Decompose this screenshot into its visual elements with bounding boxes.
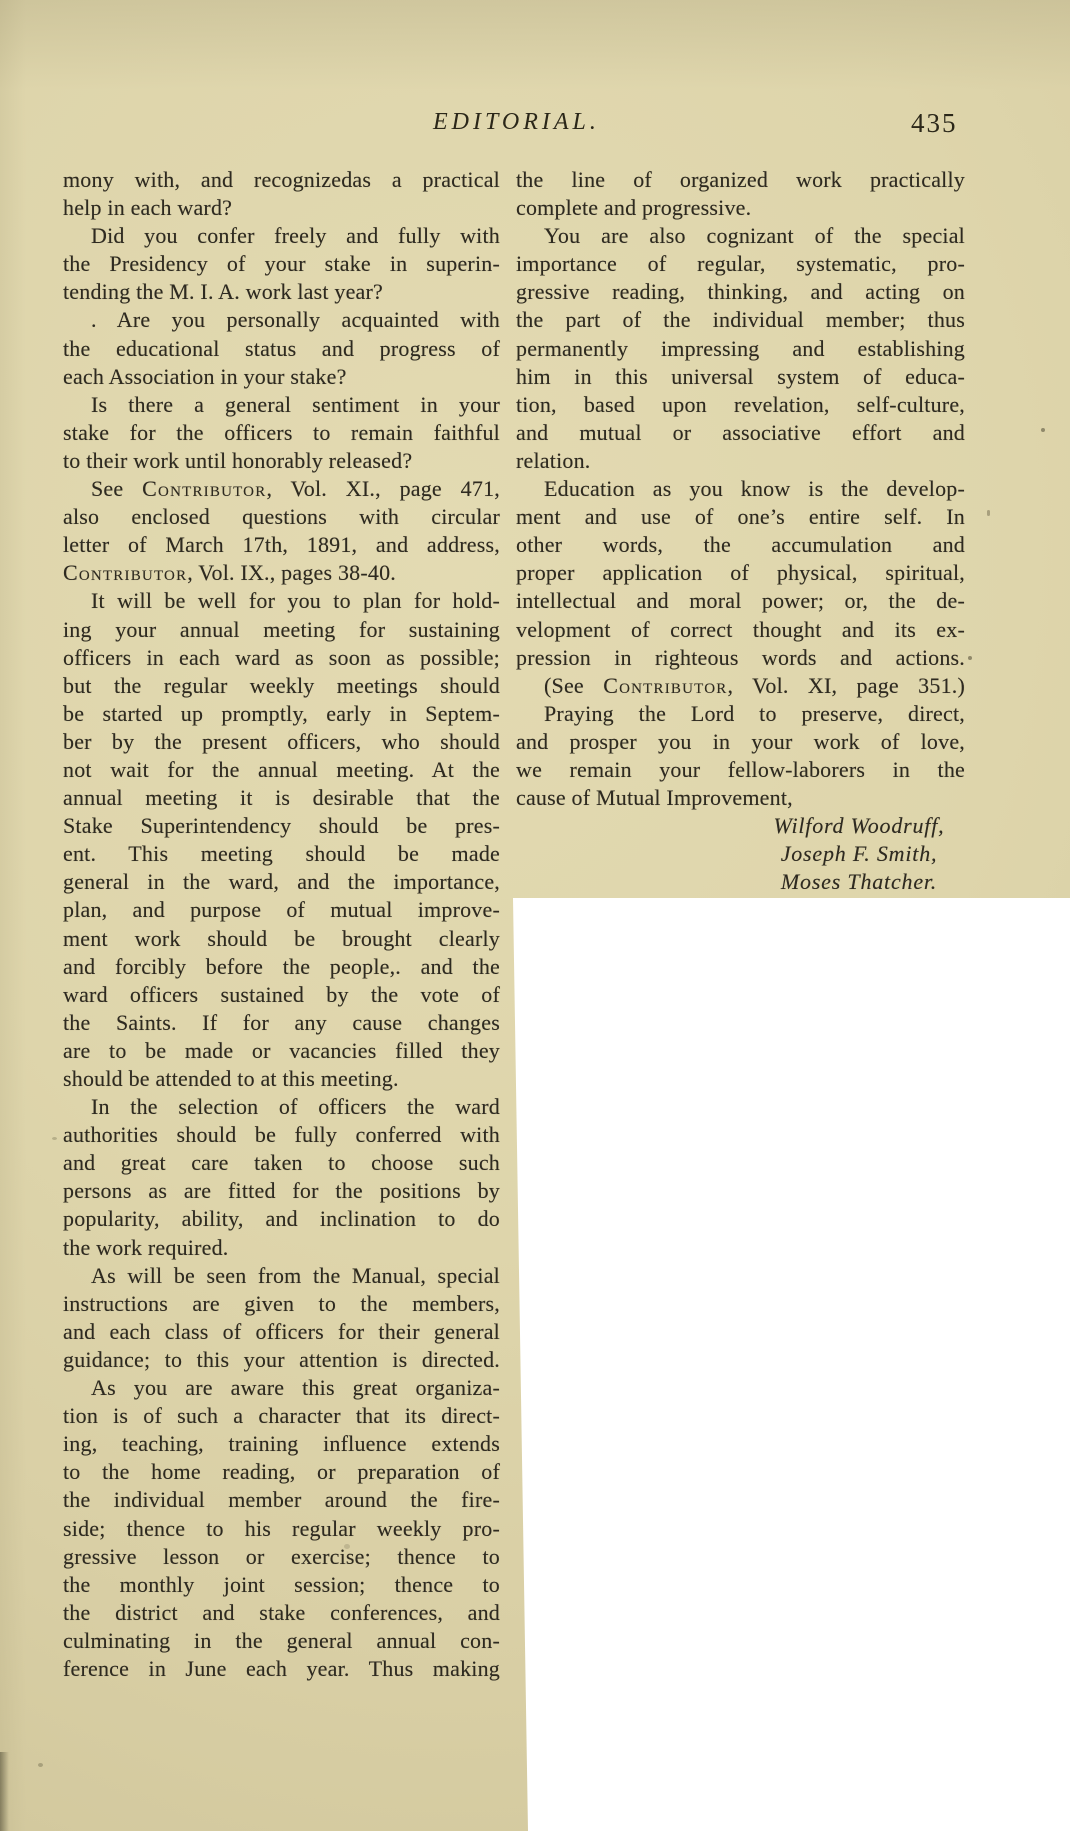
text-line: ing, teaching, training influence extends — [63, 1431, 500, 1457]
text-line: annual meeting it is desirable that the — [63, 785, 500, 811]
text-line: instructions are given to the members, — [63, 1290, 500, 1316]
left-column — [63, 166, 500, 1683]
scan-speck — [987, 510, 990, 516]
text-line: other words, the accumulation and — [516, 532, 965, 558]
text-line: velopment of correct thought and its ex- — [516, 616, 965, 642]
text-line: ber by the present officers, who should — [63, 728, 500, 754]
page-number: 435 — [911, 108, 958, 138]
scan-speck — [38, 1763, 43, 1767]
signature-line: Joseph F. Smith, — [780, 841, 938, 867]
text-line: the individual member around the fire- — [63, 1487, 500, 1513]
text-line: cause of Mutual Improvement, — [516, 785, 793, 811]
text-line: the part of the individual member; thus — [516, 307, 965, 333]
text-line: As you are aware this great organiza- — [91, 1375, 500, 1401]
text-line: guidance; to this your attention is directed. — [63, 1346, 500, 1372]
text-line: tending the M. I. A. work last year? — [63, 279, 384, 305]
text-line: tion is of such a character that its direct- — [63, 1403, 500, 1429]
signature-line: Moses Thatcher. — [780, 869, 938, 895]
text-line: the line of organized work practically — [516, 167, 965, 192]
text-line: and prosper you in your work of love, — [516, 728, 965, 754]
text-line: are to be made or vacancies filled they — [63, 1037, 500, 1063]
text-line: authorities should be fully conferred with — [63, 1122, 500, 1148]
text-line: ing your annual meeting for sustaining — [63, 616, 500, 642]
scan-speck — [52, 1137, 57, 1140]
text-line: Education as you know is the develop- — [544, 476, 965, 502]
text-line: the Saints. If for any cause changes — [63, 1009, 500, 1035]
text-line: In the selection of officers the ward — [91, 1094, 500, 1120]
scan-speck — [968, 656, 972, 660]
signature-line: Wilford Woodruff, — [773, 813, 945, 839]
text-line: ward officers sustained by the vote of — [63, 981, 500, 1007]
text-line: ment and use of one’s entire self. In — [516, 504, 965, 530]
text-line: general in the ward, and the importance, — [63, 869, 500, 895]
text-line: Contributor, Vol. IX., pages 38-40. — [63, 560, 396, 586]
text-line: proper application of physical, spiritual, — [516, 560, 965, 586]
scan-edge-shadow — [0, 1752, 9, 1831]
text-line: be started up promptly, early in Septem- — [63, 700, 500, 726]
text-line: each Association in your stake? — [63, 363, 347, 389]
text-line: intellectual and moral power; or, the de- — [516, 588, 965, 614]
text-line: also enclosed questions with circular — [63, 504, 500, 530]
text-line: Is there a general sentiment in your — [91, 391, 500, 417]
scan-speck — [344, 1544, 350, 1549]
text-line: gressive reading, thinking, and acting on — [516, 279, 965, 305]
text-line: importance of regular, systematic, pro- — [516, 251, 965, 277]
text-line: we remain your fellow-laborers in the — [516, 756, 965, 782]
text-line: ference in June each year. Thus making — [63, 1655, 500, 1681]
text-line: letter of March 17th, 1891, and address, — [63, 532, 500, 558]
text-line: but the regular weekly meetings should — [63, 672, 500, 698]
text-line: culminating in the general annual con- — [63, 1627, 500, 1653]
text-line: (See Contributor, Vol. XI, page 351.) — [544, 672, 965, 698]
text-line: pression in righteous words and actions. — [516, 644, 965, 670]
text-line: stake for the officers to remain faithful — [63, 419, 500, 445]
text-line: to the home reading, or preparation of — [63, 1459, 500, 1485]
text-line: complete and progressive. — [516, 195, 752, 221]
text-line: You are also cognizant of the special — [544, 223, 965, 249]
text-line: and forcibly before the people,. and the — [63, 953, 500, 979]
scan-speck — [1041, 428, 1045, 432]
text-line: the monthly joint session; thence to — [63, 1571, 500, 1597]
text-line: Did you confer freely and fully with — [91, 223, 500, 249]
text-line: side; thence to his regular weekly pro- — [63, 1515, 500, 1541]
text-line: officers in each ward as soon as possible; — [63, 644, 500, 670]
text-line: Stake Superintendency should be pres- — [63, 813, 500, 839]
text-line: Praying the Lord to preserve, direct, — [544, 700, 965, 726]
text-line: him in this universal system of educa- — [516, 363, 965, 389]
text-line: not wait for the annual meeting. At the — [63, 756, 500, 782]
text-line: permanently impressing and establishing — [516, 335, 965, 361]
text-line: help in each ward? — [63, 195, 233, 221]
text-line: popularity, ability, and inclination to do — [63, 1206, 500, 1232]
text-line: See Contributor, Vol. XI., page 471, — [91, 476, 500, 502]
signature-block — [724, 812, 994, 896]
text-line: to their work until honorably released? — [63, 447, 413, 473]
text-line: persons as are fitted for the positions by — [63, 1178, 500, 1204]
right-column — [516, 166, 965, 896]
text-line: and each class of officers for their general — [63, 1318, 500, 1344]
page-title: EDITORIAL. — [433, 109, 600, 135]
text-line: gressive lesson or exercise; thence to — [63, 1543, 500, 1569]
text-line: the educational status and progress of — [63, 335, 500, 361]
text-line: the district and stake conferences, and — [63, 1599, 500, 1625]
text-line: plan, and purpose of mutual improve- — [63, 897, 500, 923]
text-line: mony with, and recognizedas a practical — [63, 167, 500, 192]
text-line: As will be seen from the Manual, special — [91, 1262, 500, 1288]
text-line: and mutual or associative effort and — [516, 419, 965, 445]
text-line: relation. — [516, 447, 591, 473]
text-line: It will be well for you to plan for hold- — [91, 588, 500, 614]
text-line: tion, based upon revelation, self-culture, — [516, 391, 965, 417]
text-line: should be attended to at this meeting. — [63, 1066, 399, 1091]
text-line: the Presidency of your stake in superin- — [63, 251, 500, 277]
text-line: and great care taken to choose such — [63, 1150, 500, 1176]
text-line: ent. This meeting should be made — [63, 841, 500, 867]
text-line: . Are you personally acquainted with — [91, 307, 500, 333]
text-line: the work required. — [63, 1234, 229, 1260]
text-line: ment work should be brought clearly — [63, 925, 500, 951]
